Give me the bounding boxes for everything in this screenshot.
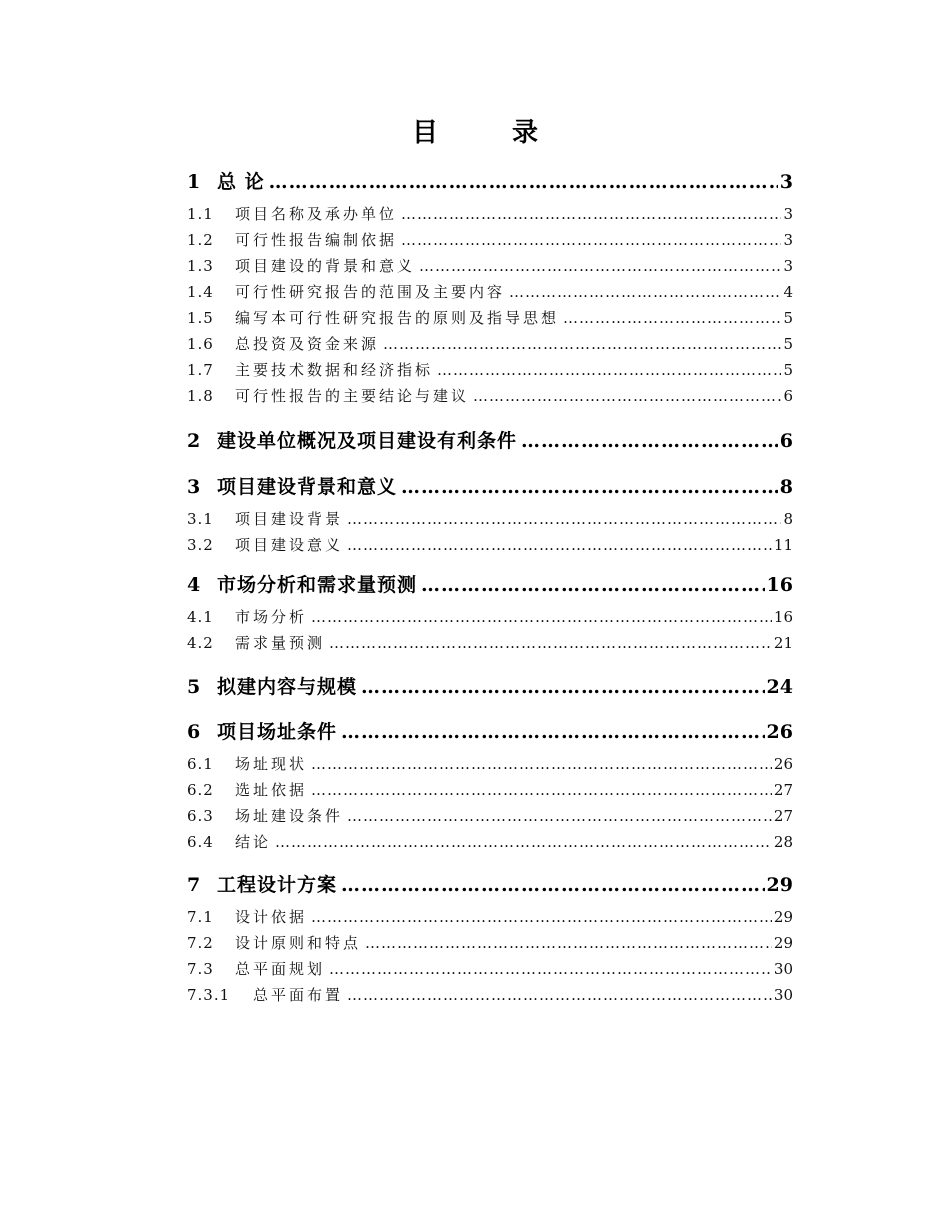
page-title: 目 录: [411, 118, 562, 148]
toc-entry-leader: [311, 608, 772, 626]
toc-entry-page: 29: [773, 934, 793, 952]
toc-entry-page: 21: [773, 634, 793, 652]
toc-entry-title: 主要技术数据和经济指标: [235, 361, 434, 379]
toc-entry-number: 1: [187, 171, 201, 193]
toc-entry-number: 1.5: [187, 309, 214, 327]
toc-entry[interactable]: [187, 984, 793, 1006]
toc-entry[interactable]: [187, 359, 793, 381]
toc-entry-number: 6.2: [187, 781, 214, 799]
toc-entry-title: 工程设计方案: [217, 874, 338, 896]
toc-entry[interactable]: [187, 717, 793, 743]
toc-entry-leader: [341, 874, 765, 896]
toc-entry-title: 项目建设的背景和意义: [235, 257, 416, 275]
toc-entry-page: 16: [773, 608, 793, 626]
toc-entry-title: 总平面布置: [253, 986, 344, 1004]
toc-entry-number: 1.2: [187, 231, 214, 249]
toc-entry-page: 28: [773, 833, 793, 851]
toc-entry-leader: [401, 231, 781, 249]
toc-entry[interactable]: [187, 385, 793, 407]
toc-entry-page: 8: [779, 476, 793, 498]
toc-entry[interactable]: [187, 570, 793, 596]
toc-entry-leader: [473, 387, 781, 405]
toc-entry-page: 8: [783, 510, 793, 528]
toc-entry-number: 3.2: [187, 536, 214, 554]
toc-entry-leader: [311, 781, 772, 799]
toc-entry-number: 5: [187, 676, 201, 698]
toc-entry-leader: [383, 335, 781, 353]
toc-entry-page: 27: [773, 781, 793, 799]
toc-entry-leader: [329, 960, 772, 978]
toc-entry-page: 24: [766, 676, 793, 698]
toc-entry-page: 26: [766, 721, 793, 743]
toc-entry-title: 场址建设条件: [235, 807, 344, 825]
toc-entry-page: 30: [773, 986, 793, 1004]
toc-entry-number: 1.4: [187, 283, 214, 301]
toc-entry-number: 6.3: [187, 807, 214, 825]
toc-entry-title: 项目建设背景和意义: [217, 476, 398, 498]
toc-entry-leader: [269, 171, 778, 193]
toc-entry-number: 4.1: [187, 608, 214, 626]
toc-entry-leader: [521, 430, 778, 452]
toc-entry-leader: [563, 309, 781, 327]
toc-entry-number: 1.7: [187, 361, 214, 379]
toc-entry-page: 4: [783, 283, 793, 301]
toc-entry-number: 4: [187, 574, 201, 596]
toc-entry-title: 建设单位概况及项目建设有利条件: [217, 430, 518, 452]
toc-entry-leader: [275, 833, 772, 851]
toc-entry-page: 5: [783, 335, 793, 353]
toc-entry-page: 26: [773, 755, 793, 773]
toc-entry-leader: [419, 257, 781, 275]
toc-entry-number: 7.3: [187, 960, 214, 978]
toc-entry[interactable]: [187, 167, 793, 193]
toc-entry-number: 1.1: [187, 205, 214, 223]
toc-entry-leader: [509, 283, 781, 301]
toc-entry-leader: [347, 510, 781, 528]
toc-entry-number: 7.1: [187, 908, 214, 926]
toc-entry-page: 6: [779, 430, 793, 452]
toc-entry-title: 项目建设背景: [235, 510, 344, 528]
toc-entry-title: 场址现状: [235, 755, 308, 773]
toc-entry-page: 11: [773, 536, 793, 554]
toc-entry-page: 6: [783, 387, 793, 405]
toc-entry[interactable]: [187, 805, 793, 827]
toc-entry[interactable]: [187, 472, 793, 498]
toc-entry-title: 设计依据: [235, 908, 308, 926]
toc-entry[interactable]: [187, 870, 793, 896]
toc-entry-page: 27: [773, 807, 793, 825]
toc-entry-title: 拟建内容与规模: [217, 676, 358, 698]
toc-entry-leader: [421, 574, 765, 596]
toc-entry[interactable]: [187, 906, 793, 928]
toc-entry-number: 1.3: [187, 257, 214, 275]
toc-entry[interactable]: [187, 632, 793, 654]
toc-entry-title: 总平面规划: [235, 960, 326, 978]
toc-entry[interactable]: [187, 779, 793, 801]
toc-entry-title: 项目名称及承办单位: [235, 205, 398, 223]
toc-entry-title: 项目建设意义: [235, 536, 344, 554]
toc-entry-leader: [347, 986, 772, 1004]
toc-entry[interactable]: [187, 753, 793, 775]
toc-entry[interactable]: [187, 831, 793, 853]
toc-entry-page: 29: [773, 908, 793, 926]
toc-entry-number: 7.2: [187, 934, 214, 952]
toc-entry-leader: [311, 908, 772, 926]
toc-entry-number: 4.2: [187, 634, 214, 652]
toc-entry[interactable]: [187, 203, 793, 225]
toc-entry-title: 市场分析: [235, 608, 308, 626]
toc-entry-title: 设计原则和特点: [235, 934, 362, 952]
toc-entry-title: 可行性报告编制依据: [235, 231, 398, 249]
toc-entry[interactable]: [187, 426, 793, 452]
toc-entry-title: 需求量预测: [235, 634, 326, 652]
toc-entry[interactable]: [187, 606, 793, 628]
toc-entry-title: 可行性研究报告的范围及主要内容: [235, 283, 506, 301]
toc-entry[interactable]: [187, 932, 793, 954]
toc-entry-number: 6: [187, 721, 201, 743]
toc-entry[interactable]: [187, 508, 793, 530]
toc-entry-page: 16: [766, 574, 793, 596]
toc-entry-number: 7.3.1: [187, 986, 231, 1004]
toc-entry-leader: [401, 476, 778, 498]
toc-entry-leader: [347, 807, 772, 825]
toc-entry-number: 1.6: [187, 335, 214, 353]
toc-entry-number: 3.1: [187, 510, 214, 528]
toc-entry[interactable]: [187, 229, 793, 251]
toc-entry[interactable]: [187, 534, 793, 556]
toc-entry-leader: [361, 676, 765, 698]
toc-entry-title: 编写本可行性研究报告的原则及指导思想: [235, 309, 560, 327]
toc-entry[interactable]: [187, 333, 793, 355]
toc-entry-page: 30: [773, 960, 793, 978]
toc-entry-title: 可行性报告的主要结论与建议: [235, 387, 470, 405]
toc-entry-number: 2: [187, 430, 201, 452]
toc-entry[interactable]: [187, 958, 793, 980]
toc-entry-title: 结论: [235, 833, 272, 851]
toc-entry[interactable]: [187, 307, 793, 329]
toc-entry-leader: [437, 361, 781, 379]
toc-entry-title: 市场分析和需求量预测: [217, 574, 418, 596]
toc-entry-leader: [341, 721, 765, 743]
toc-entry-number: 7: [187, 874, 201, 896]
toc-entry-leader: [329, 634, 772, 652]
toc-entry-leader: [365, 934, 772, 952]
toc-entry-title: 项目场址条件: [217, 721, 338, 743]
toc-entry-title: 选址依据: [235, 781, 308, 799]
toc-entry-page: 3: [783, 205, 793, 223]
toc-entry-leader: [347, 536, 772, 554]
toc-entry-number: 1.8: [187, 387, 214, 405]
toc-entry-page: 5: [783, 361, 793, 379]
toc-entry-page: 3: [779, 171, 793, 193]
toc-entry-page: 3: [783, 257, 793, 275]
toc-entry-title: 总 论: [217, 171, 265, 193]
toc-entry-leader: [401, 205, 781, 223]
toc-entry-page: 3: [783, 231, 793, 249]
toc-entry-leader: [311, 755, 772, 773]
toc-entry[interactable]: [187, 672, 793, 698]
toc-entry-title: 总投资及资金来源: [235, 335, 380, 353]
toc-entry-page: 29: [766, 874, 793, 896]
toc-entry-number: 6.4: [187, 833, 214, 851]
toc-entry[interactable]: [187, 255, 793, 277]
toc-entry-number: 6.1: [187, 755, 214, 773]
toc-entry[interactable]: [187, 281, 793, 303]
toc-entry-page: 5: [783, 309, 793, 327]
toc-entry-number: 3: [187, 476, 201, 498]
